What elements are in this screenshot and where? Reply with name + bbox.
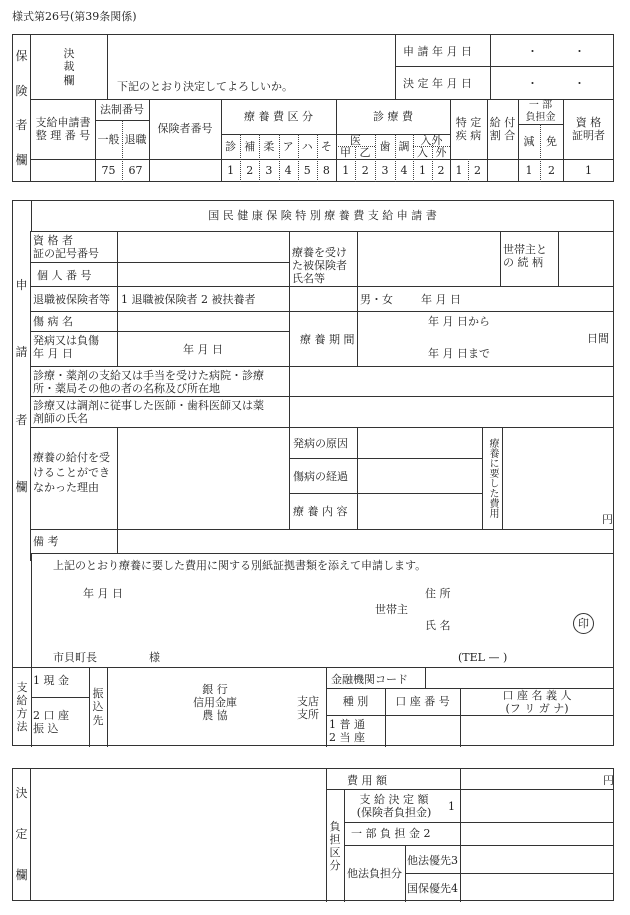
application-date-label: 申 請 年 月 日	[403, 45, 472, 58]
transfer-destination-label: 振 込 先	[92, 687, 104, 727]
retired-insured-label: 退職被保険者等	[33, 293, 110, 306]
code-cell: 5	[303, 164, 311, 178]
payment-decision-label: 支 給 決 定 額 (保険者負担金)	[356, 792, 432, 819]
declaration-date: 年 月 日	[83, 587, 123, 600]
other-law-priority: 他法優先3	[407, 854, 458, 867]
retired-insured-options: 1 退職被保険者 2 被扶養者	[121, 293, 256, 306]
account-number-label: 口 座 番 号	[395, 695, 450, 709]
col-law-number: 法制番号	[100, 103, 144, 117]
col-treatment-category: 療 養 費 区 分	[244, 110, 313, 124]
code-cell: 1	[227, 164, 235, 178]
expense-amount-label: 費 用 額	[347, 774, 387, 787]
treatment-type-5: そ	[320, 140, 332, 154]
burden-category-label: 負 担 区 分	[329, 819, 341, 873]
col-claim-number: 支給申請書 整 理 番 号	[35, 115, 91, 142]
treatment-content-label: 療 養 内 容	[293, 505, 348, 518]
code-cell: 2	[246, 164, 254, 178]
decision-section: 決 定 欄 費 用 額 円 負 担 区 分 支 給 決 定 額 (保険者負担金) 1 一 部 負 担 金 2 他法負担分 他法優先3 国保優先4	[12, 768, 614, 901]
insurer-section: 保 険 者 欄 決 裁 欄 下記のとおり決定してよろしいか。 申 請 年 月 日 決 定 年 月 日 ・ ・ ・ ・ 支給申請書 整 理 番 号 法制番号 一般 退職 保険者番号 療 養 費 区 分 診 療 費 特 定 疾 病 給 付 割 合 一 部 負担金 減 免 資 格 証明者 医 甲 乙 歯 調 入外 入 外 診 補 柔 ア ハ そ 75 67 1 2 3 4 5 8 1 2 3 4 1 2 1 2 1 2 1	[12, 34, 614, 182]
disease-course-label: 傷病の経過	[293, 470, 348, 483]
payment-cash: 1 現 金	[33, 674, 69, 687]
sex-option: 男・女	[360, 293, 393, 306]
insurer-side-label: 保 険 者 欄	[13, 35, 31, 181]
col-specific-disease: 特 定 疾 病	[455, 115, 482, 142]
treatment-period-label: 療 養 期 間	[300, 333, 355, 346]
account-types: 1 普 通 2 当 座	[329, 718, 365, 745]
onset-date-value: 年 月 日	[183, 343, 223, 356]
code-cell: 1	[585, 164, 592, 178]
account-holder-label: 口 座 名 義 人 (フ リ ガ ナ)	[502, 688, 572, 715]
onset-date-label: 発病又は負傷 年 月 日	[33, 334, 99, 361]
treatment-cost-label: 療養に要した費用	[487, 438, 498, 518]
col-medical-fee: 診 療 費	[373, 110, 413, 124]
hospital-label: 診療・薬剤の支給又は手当を受けた病院・診療 所・薬局その他の者の名称及び所在地	[33, 369, 264, 396]
code-cell: 4	[400, 164, 408, 178]
code-cell: 2	[437, 164, 445, 178]
applicant-section: 申 請 者 欄 国 民 健 康 保 険 特 別 療 養 費 支 給 申 請 書 資 格 者 証の記号番号 個 人 番 号 退職被保険者等 1 退職被保険者 2 被扶養者 傷 病 名 発病又は負傷 年 月 日 年 月 日 療養を受け た被保険者 氏名等 世帯主と の 続 柄 男・女 年 月 日 療 養 期 間 年 月 日から 年 月 日まで 日間 診療・薬剤の支給又は手当を受けた病院・診療 所・薬局その他の者の名称及び所在地 診療又は調剤に従事した医師・歯科医師又は薬 剤師の氏名 療養の給付を受 けることができ なかった理由 発病の原因 傷病の経過 療 養 内 容 療養に要した費用 円 備 考 上記のとおり療養に要した費用に関する別紙証拠書類を添えて申請します。 年 月 日 住 所 世帯主 氏 名 市貝町長 様 (TEL — ) 支 給 方 法 1 現 金 2 口 座 振 込 振 込 先 銀 行 信用金庫 農 協 支店 支所 金融機関コード 種 別 口 座 番 号 口 座 名 義 人 (フ リ ガ ナ) 1 普 通 2 当 座 印	[12, 200, 614, 746]
treatment-type-4: ハ	[301, 140, 313, 154]
col-qualification: 資 格 証明者	[572, 115, 605, 142]
disease-name-label: 傷 病 名	[33, 315, 73, 328]
copayment-label: 一 部 負 担 金 2	[351, 827, 431, 840]
code-cell: 1	[455, 164, 463, 178]
bank-types: 銀 行 信用金庫 農 協	[193, 683, 237, 723]
code-cell: 3	[265, 164, 273, 178]
doctor-label: 診療又は調剤に従事した医師・歯科医師又は薬 剤師の氏名	[33, 399, 264, 426]
branch-types: 支店 支所	[297, 695, 319, 722]
account-type-label: 種 別	[342, 695, 369, 709]
applicant-side-label: 申 請 者 欄	[13, 231, 31, 561]
remarks-label: 備 考	[33, 535, 59, 548]
approval-note: 下記のとおり決定してよろしいか。	[117, 80, 293, 93]
birth-date: 年 月 日	[421, 293, 461, 306]
treatment-type-3: ア	[282, 140, 294, 154]
treatment-type-2: 柔	[263, 140, 275, 154]
code-cell: 1	[419, 164, 426, 178]
treatment-type-0: 診	[225, 140, 237, 154]
decision-side-label: 決 定 欄	[13, 769, 31, 900]
other-law-burden-label: 他法負担分	[347, 867, 402, 881]
personal-number-label: 個 人 番 号	[37, 269, 92, 282]
code-cell: 75	[101, 164, 116, 178]
onset-cause-label: 発病の原因	[293, 437, 348, 450]
code-cell: 1	[525, 164, 533, 178]
col-insurer-number: 保険者番号	[157, 122, 213, 136]
approval-box: 決 裁 欄	[63, 47, 75, 87]
code-cell: 2	[548, 164, 555, 178]
form-number: 様式第26号(第39条関係)	[12, 10, 137, 23]
code-cell: 3	[381, 164, 389, 178]
declaration-text: 上記のとおり療養に要した費用に関する別紙証拠書類を添えて申請します。	[53, 559, 427, 572]
code-cell: 2	[474, 164, 481, 178]
nhi-priority: 国保優先4	[407, 882, 458, 895]
patient-name-label: 療養を受け た被保険者 氏名等	[292, 246, 347, 286]
col-copayment: 一 部 負担金	[525, 100, 556, 123]
code-cell: 1	[342, 164, 350, 178]
code-cell: 4	[284, 164, 292, 178]
code-cell: 2	[361, 164, 369, 178]
bank-code-label: 金融機関コード	[331, 673, 408, 686]
seal-mark: 印	[573, 613, 594, 634]
treatment-type-1: 補	[244, 140, 256, 154]
decision-date-label: 決 定 年 月 日	[403, 77, 472, 90]
code-cell: 67	[128, 164, 143, 178]
code-cell: 8	[322, 164, 330, 178]
payment-transfer: 2 口 座 振 込	[33, 709, 69, 736]
col-benefit-ratio: 給 付 割 合	[489, 115, 516, 142]
telephone: (TEL — )	[458, 651, 508, 664]
payment-method-label: 支 給 方 法	[16, 680, 28, 734]
mayor-address: 市貝町長	[53, 651, 97, 664]
relationship-label: 世帯主と の 続 柄	[503, 243, 547, 270]
form-title: 国 民 健 康 保 険 特 別 療 養 費 支 給 申 請 書	[208, 209, 437, 223]
reason-label: 療養の給付を受 けることができ なかった理由	[33, 451, 110, 494]
qualification-number-label: 資 格 者 証の記号番号	[33, 234, 99, 261]
